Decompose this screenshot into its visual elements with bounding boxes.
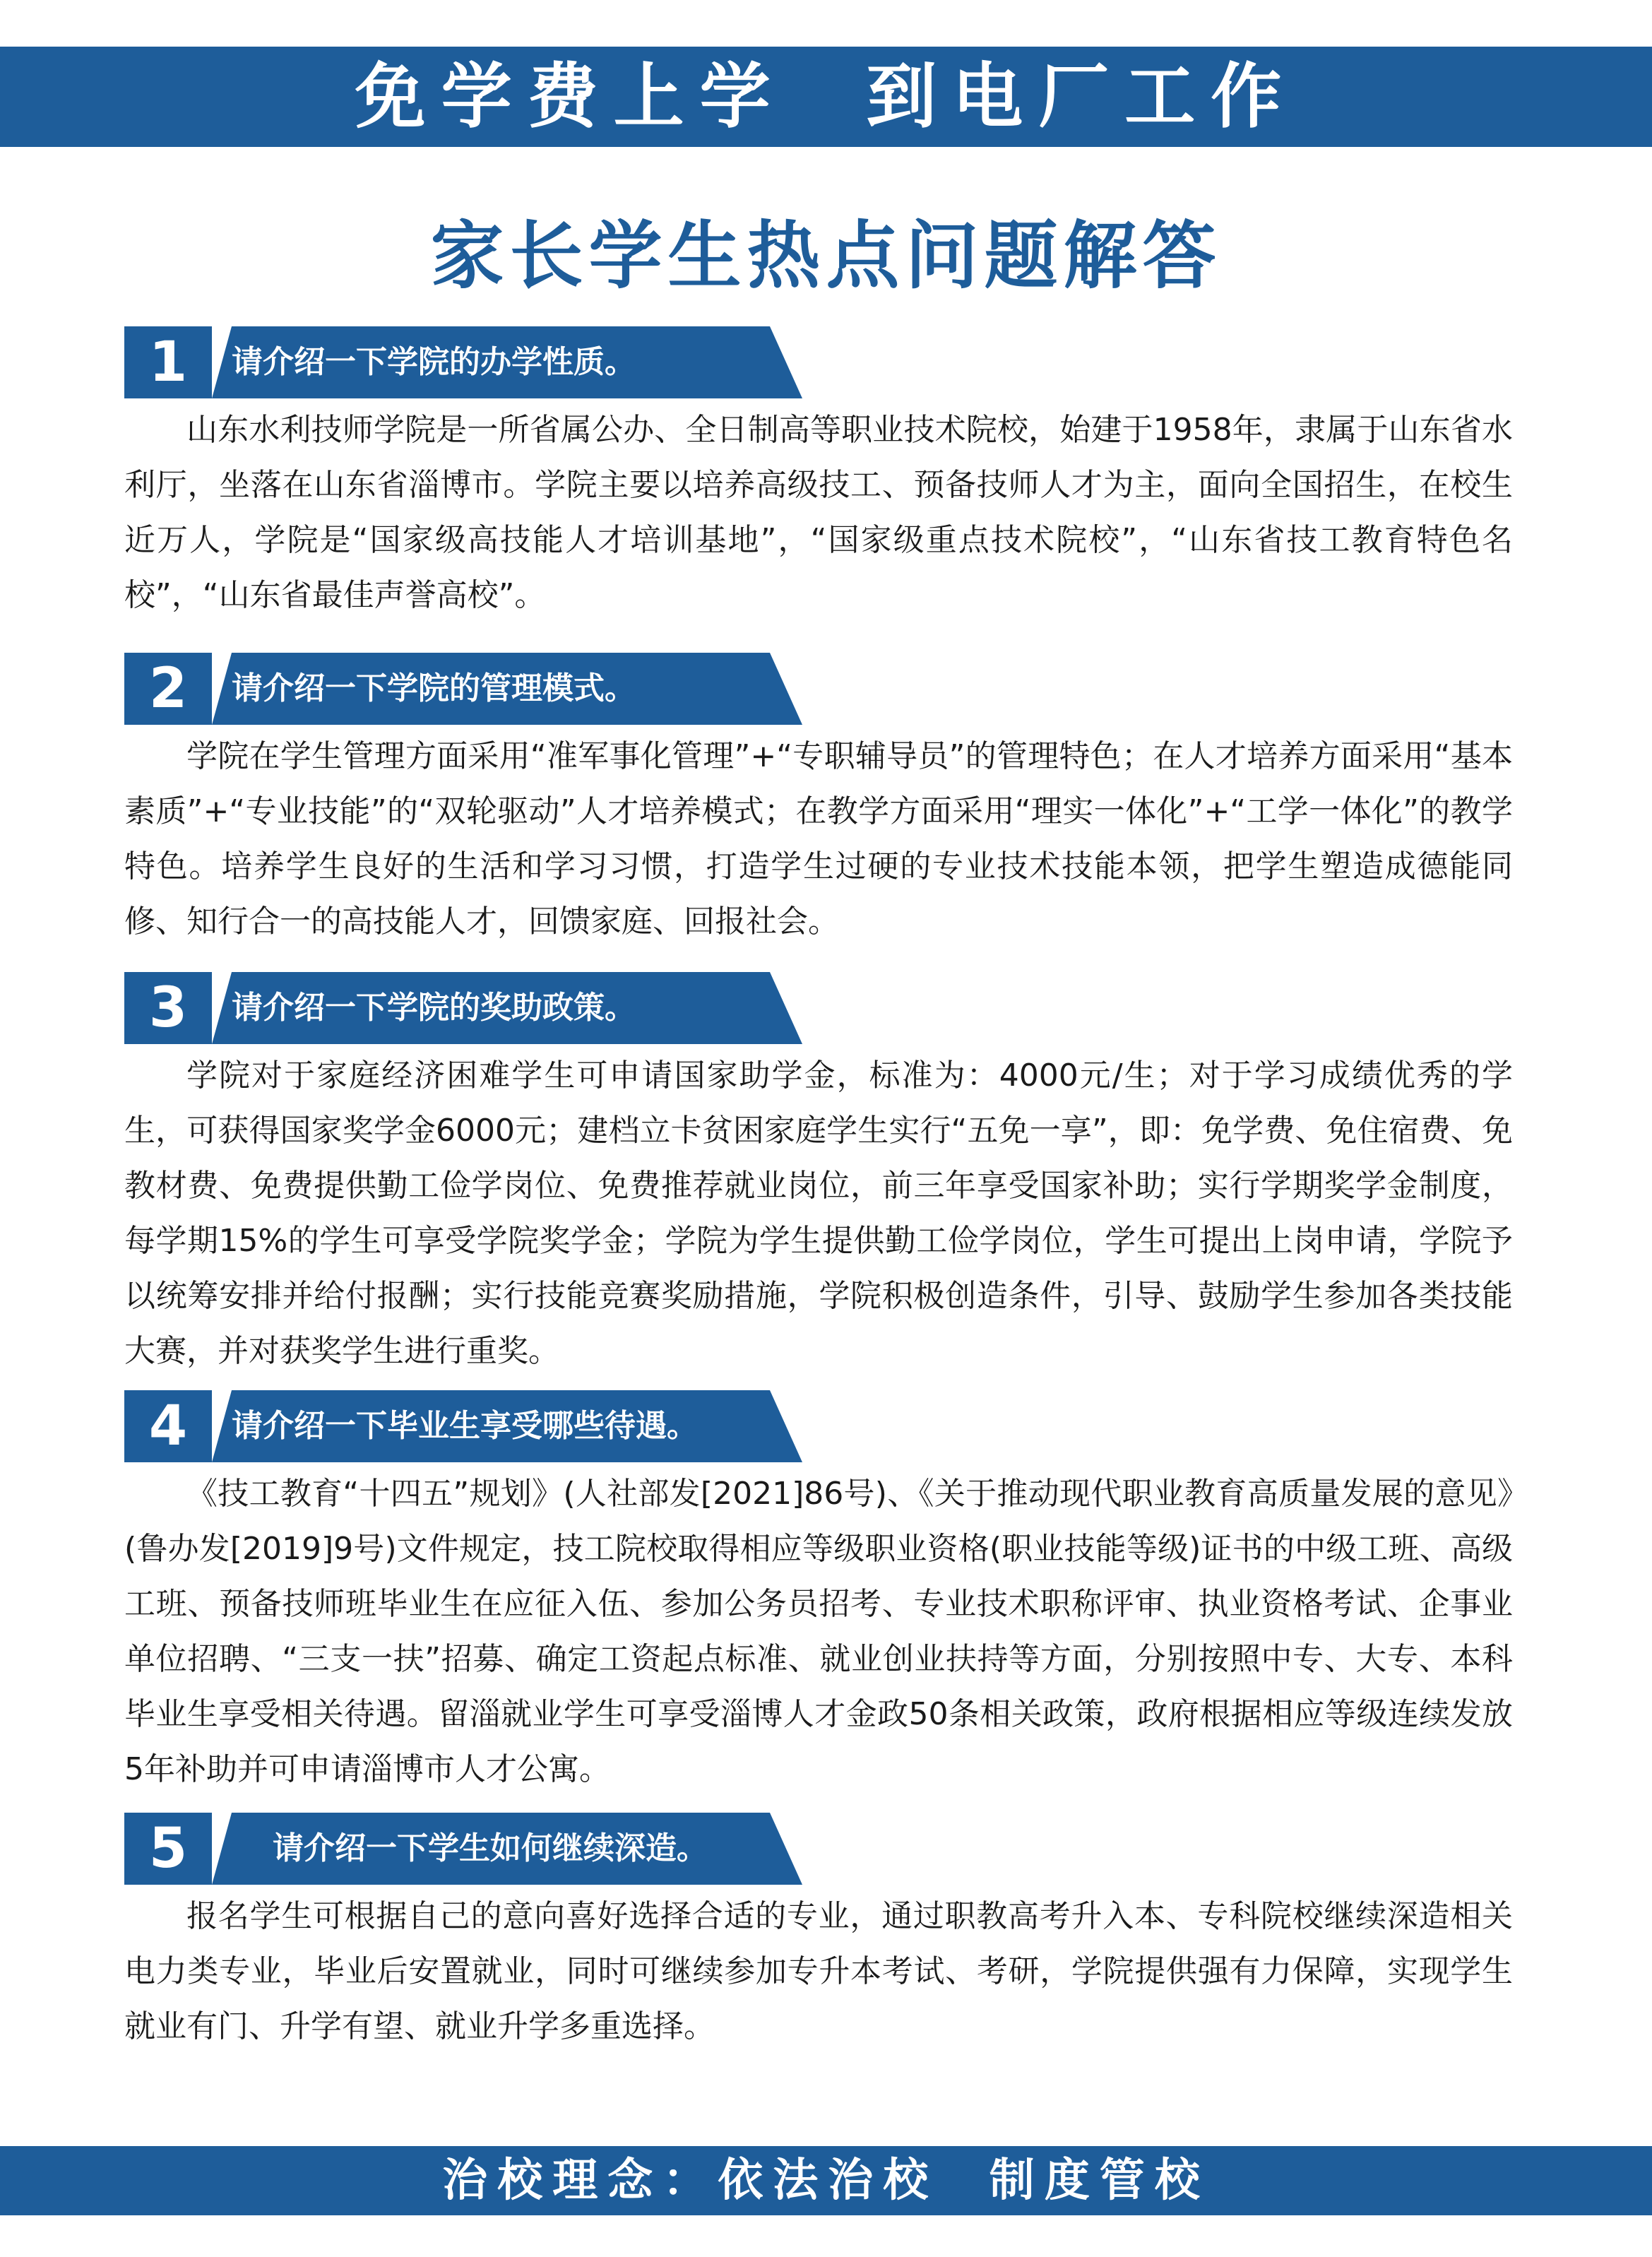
bottom-banner: [0, 2146, 1652, 2215]
question-header: [124, 326, 1513, 398]
qa-section-1: [124, 326, 1513, 623]
qa-section-2: [124, 653, 1513, 949]
question-number: 3: [148, 976, 188, 1040]
answer-text: 报名学生可根据自己的意向喜好选择合适的专业，通过职教高考升入本、专科院校继续深造相关电力类专业，毕业后安置就业，同时可继续参加专升本考试、考研，学院提供强有力保障，实现学生就业有门、升学有望、就业升学多重选择。: [124, 1898, 1513, 2044]
question-number: 5: [148, 1817, 188, 1880]
question-header: [124, 1390, 1513, 1462]
question-text: 请介绍一下学院的管理模式。: [232, 670, 636, 706]
question-header: [124, 1813, 1513, 1885]
top-banner: [0, 47, 1652, 147]
answer-text: 山东水利技师学院是一所省属公办、全日制高等职业技术院校，始建于1958年，隶属于山东省水利厅，坐落在山东省淄博市。学院主要以培养高级技工、预备技师人才为主，面向全国招生，在校生近万人，学院是“国家级高技能人才培训基地”，“国家级重点技术院校”，“山东省技工教育特色名校”，“山东省最佳声誉高校”。: [124, 412, 1513, 613]
answer-text: 《技工教育“十四五”规划》(人社部发[2021]86号)、《关于推动现代职业教育高质量发展的意见》(鲁办发[2019]9号)文件规定，技工院校取得相应等级职业资格(职业技能等级)证书的中级工班、高级工班、预备技师班毕业生在应征入伍、参加公务员招考、专业技术职称评审、执业资格考试、企事业单位招聘、“三支一扶”招募、确定工资起点标准、就业创业扶持等方面，分别按照中专、大专、本科毕业生享受相关待遇。留淄就业学生可享受淄博人才金政50条相关政策，政府根据相应等级连续发放5年补助并可申请淄博市人才公寓。: [124, 1476, 1513, 1787]
question-number: 1: [148, 331, 188, 394]
qa-section-4: [124, 1390, 1513, 1797]
answer-text: 学院在学生管理方面采用“准军事化管理”+“专职辅导员”的管理特色；在人才培养方面采用“基本素质”+“专业技能”的“双轮驱动”人才培养模式；在教学方面采用“理实一体化”+“工学一体化”的教学特色。培养学生良好的生活和学习习惯，打造学生过硬的专业技术技能本领，把学生塑造成德能同修、知行合一的高技能人才，回馈家庭、回报社会。: [124, 738, 1513, 940]
question-text: 请介绍一下毕业生享受哪些待遇。: [232, 1408, 698, 1444]
question-number: 2: [148, 657, 188, 721]
question-text: 请介绍一下学院的奖助政策。: [232, 990, 636, 1026]
page-title: 家长学生热点问题解答: [430, 213, 1222, 299]
question-text: 请介绍一下学生如何继续深造。: [273, 1830, 708, 1866]
footer-motto: 治校理念：依法治校 制度管校: [442, 2155, 1210, 2207]
question-header: [124, 972, 1513, 1044]
question-text: 请介绍一下学院的办学性质。: [232, 344, 636, 380]
question-header: [124, 653, 1513, 725]
question-number: 4: [148, 1394, 188, 1458]
qa-section-5: [124, 1813, 1513, 2054]
banner-slogan: 免学费上学 到电厂工作: [355, 55, 1297, 138]
qa-section-3: [124, 972, 1513, 1379]
answer-text: 学院对于家庭经济困难学生可申请国家助学金，标准为：4000元/生；对于学习成绩优秀的学生，可获得国家奖学金6000元；建档立卡贫困家庭学生实行“五免一享”，即：免学费、免住宿费、免教材费、免费提供勤工俭学岗位、免费推荐就业岗位，前三年享受国家补助；实行学期奖学金制度，每学期15%的学生可享受学院奖学金；学院为学生提供勤工俭学岗位，学生可提出上岗申请，学院予以统筹安排并给付报酬；实行技能竞赛奖励措施，学院积极创造条件，引导、鼓励学生参加各类技能大赛，并对获奖学生进行重奖。: [124, 1058, 1513, 1369]
